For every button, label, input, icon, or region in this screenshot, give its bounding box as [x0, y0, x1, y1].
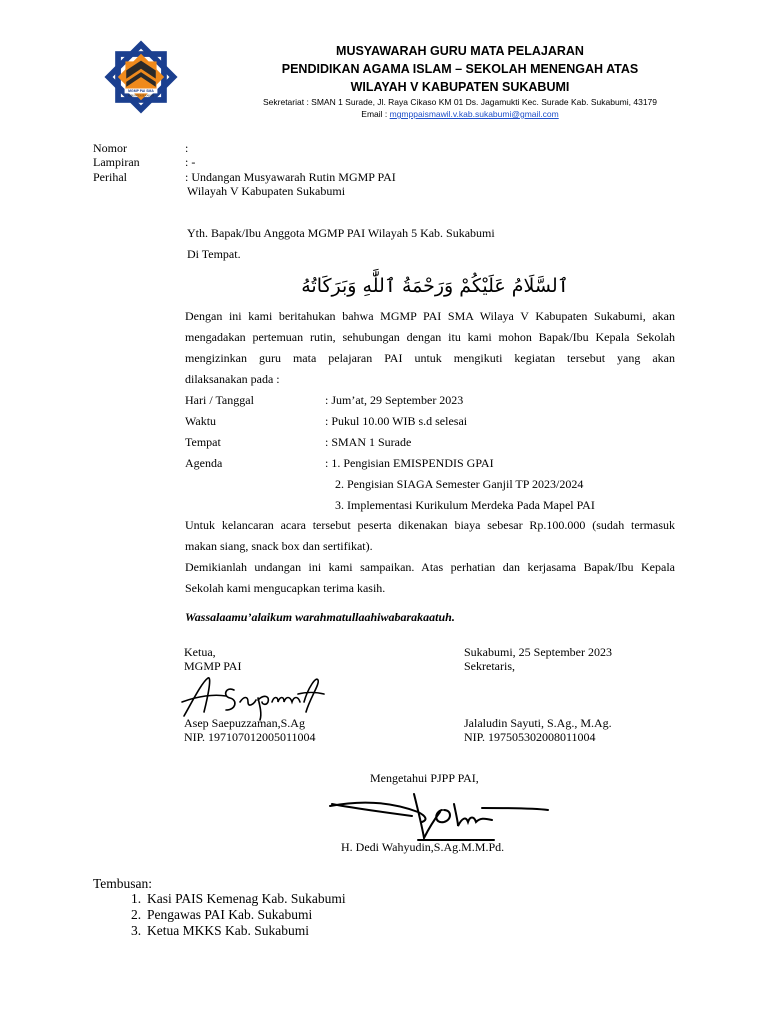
wassalam: Wassalaamu’alaikum warahmatullaahiwabarakaatuh. — [185, 610, 455, 624]
right-nip: NIP. 197505302008011004 — [464, 730, 596, 744]
detail-label-waktu: Waktu — [185, 414, 217, 428]
nomor-label: Nomor — [93, 141, 127, 155]
logo-text-bottom: KABUPATEN SUKABUMI — [127, 95, 155, 98]
center-name: H. Dedi Wahyudin,S.Ag.M.M.Pd. — [341, 840, 505, 854]
intro-text-last: dilaksanakan pada : — [185, 372, 280, 386]
detail-value-hari: : Jum’at, 29 September 2023 — [325, 393, 464, 407]
lampiran-value: : - — [185, 155, 196, 169]
recipient-line2: Di Tempat. — [187, 247, 241, 261]
mgmp-logo — [100, 36, 182, 118]
perihal-value-2: Wilayah V Kabupaten Sukabumi — [187, 184, 346, 198]
perihal-value-1: : Undangan Musyawarah Rutin MGMP PAI — [185, 170, 396, 184]
detail-label-agenda: Agenda — [185, 456, 223, 470]
left-role-2: MGMP PAI — [184, 659, 242, 673]
detail-value-waktu: : Pukul 10.00 WIB s.d selesai — [325, 414, 468, 428]
closing-text-last: Sekolah kami mengucapkan terima kasih. — [185, 581, 386, 595]
tembusan-label: Tembusan: — [93, 876, 153, 891]
tembusan-item-3: Ketua MKKS Kab. Sukabumi — [147, 923, 309, 938]
tembusan-item-1: Kasi PAIS Kemenag Kab. Sukabumi — [147, 891, 346, 906]
closing-text: Demikianlah undangan ini kami sampaikan. Atas perhatian dan kerjasama Bapak/Ibu Kepala — [185, 560, 675, 574]
intro-text: Dengan ini kami beritahukan bahwa MGMP PAI SMA Wilaya V Kabupaten Sukabumi, akan mengadakan pertemuan rutin, sehubungan dengan itu kami mohon Bapak/Ibu Kepala Sekolah mengizinkan guru mata pelajaran PAI untuk mengikuti kegiatan tersebut yang akan — [185, 309, 675, 365]
letterhead-email-row — [180, 109, 740, 119]
left-name: Asep Saepuzzaman,S.Ag — [184, 716, 305, 730]
left-nip: NIP. 197107012005011004 — [184, 730, 316, 744]
tembusan-item-2: Pengawas PAI Kab. Sukabumi — [147, 907, 313, 922]
email-link[interactable]: mgmppaismawil.v.kab.sukabumi@gmail.com — [389, 109, 559, 119]
logo-text-top: MGMP PAI SMA — [128, 89, 154, 94]
detail-label-tempat: Tempat — [185, 435, 221, 449]
letterhead-line2: PENDIDIKAN AGAMA ISLAM – SEKOLAH MENENGAH ATAS — [281, 62, 639, 76]
ketua-signature — [178, 672, 328, 722]
tembusan-number-2: 2. — [131, 907, 142, 922]
agenda-item-3: 3. Implementasi Kurikulum Merdeka Pada Mapel PAI — [335, 498, 595, 512]
detail-value-agenda: : 1. Pengisian EMISPENDIS GPAI — [325, 456, 494, 470]
letterhead-line3: WILAYAH V KABUPATEN SUKABUMI — [350, 80, 570, 94]
cost-paragraph — [185, 515, 675, 557]
salam-arabic-calligraphy — [301, 268, 569, 302]
lampiran-label: Lampiran — [93, 155, 140, 169]
right-role: Sekretaris, — [464, 659, 515, 673]
cost-text: Untuk kelancaran acara tersebut peserta dikenakan biaya sebesar Rp.100.000 (sudah termasuk — [185, 518, 675, 532]
perihal-label: Perihal — [93, 170, 127, 184]
detail-label-hari: Hari / Tanggal — [185, 393, 254, 407]
closing-paragraph — [185, 557, 675, 599]
recipient-line1: Yth. Bapak/Ibu Anggota MGMP PAI Wilayah 5 Kab. Sukabumi — [187, 226, 495, 240]
center-role: Mengetahui PJPP PAI, — [370, 771, 479, 785]
letterhead-address: Sekretariat : SMAN 1 Surade, Jl. Raya Cikaso KM 01 Ds. Jagamukti Kec. Surade Kab. Sukabumi, 43179 — [262, 97, 658, 107]
tembusan-number-1: 1. — [131, 891, 142, 906]
nomor-value: : — [185, 141, 189, 155]
agenda-item-2: 2. Pengisian SIAGA Semester Ganjil TP 2023/2024 — [335, 477, 584, 491]
intro-paragraph — [185, 306, 675, 390]
letterhead-line1: MUSYAWARAH GURU MATA PELAJARAN — [336, 44, 584, 58]
detail-value-tempat: : SMAN 1 Surade — [325, 435, 412, 449]
email-label: Email : — [361, 109, 390, 119]
salam-arabic: ٱلسَّلَامُ عَلَيْكُمْ وَرَحْمَةُ ٱللَّٰهِ وَبَرَكَاتُهُ — [301, 275, 569, 297]
cost-text-last: makan siang, snack box dan sertifikat). — [185, 539, 373, 553]
right-name: Jalaludin Sayuti, S.Ag., M.Ag. — [464, 716, 612, 730]
left-role-1: Ketua, — [184, 645, 216, 659]
tembusan-number-3: 3. — [131, 923, 142, 938]
right-place-date: Sukabumi, 25 September 2023 — [464, 645, 612, 659]
